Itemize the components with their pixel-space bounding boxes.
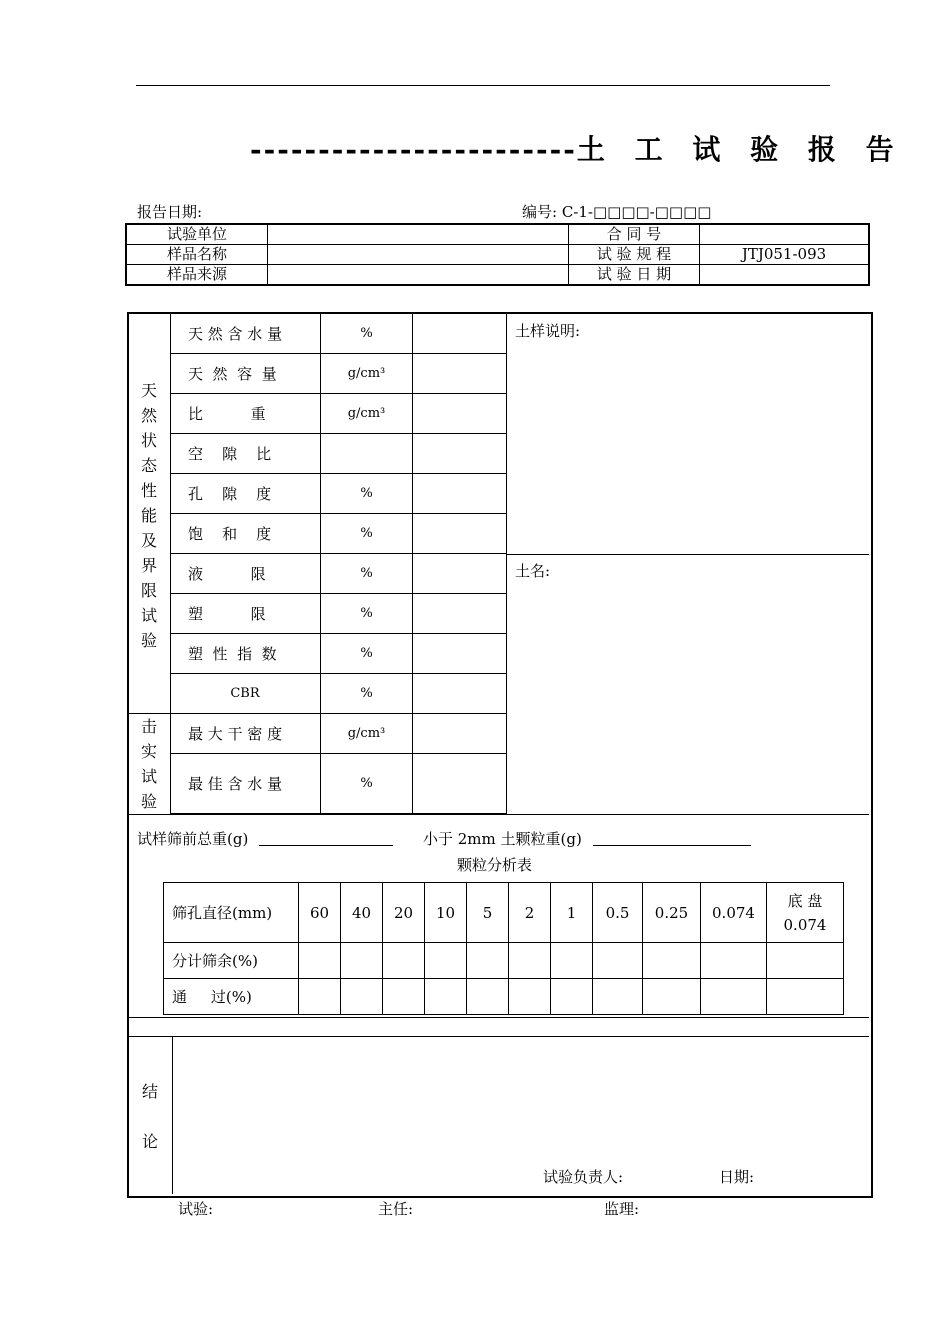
property-name: 天 然 容 量: [170, 354, 321, 393]
contract-label: 合 同 号: [569, 224, 700, 245]
less-2mm-blank[interactable]: [593, 845, 751, 846]
sieve-value-cell[interactable]: [299, 979, 341, 1015]
test-unit-value[interactable]: [268, 224, 569, 245]
property-unit: %: [321, 474, 413, 513]
property-value[interactable]: [413, 714, 506, 753]
property-value[interactable]: [413, 314, 506, 353]
property-value[interactable]: [413, 634, 506, 673]
property-name: 塑 性 指 数: [170, 634, 321, 673]
sieve-table: [163, 882, 844, 1015]
property-value[interactable]: [413, 394, 506, 433]
test-date-value[interactable]: [700, 265, 870, 286]
sieve-size-cell: 0.25: [643, 883, 701, 943]
property-name: 最 大 干 密 度: [170, 714, 321, 753]
sieve-size-cell: 5: [467, 883, 509, 943]
property-value[interactable]: [413, 354, 506, 393]
property-name: 液 限: [170, 554, 321, 593]
property-name: 天 然 含 水 量: [170, 314, 321, 353]
property-row: [170, 474, 506, 514]
property-unit: %: [321, 674, 413, 713]
sieve-value-cell[interactable]: [425, 943, 467, 979]
property-unit: g/cm³: [321, 714, 413, 753]
property-value[interactable]: [413, 554, 506, 593]
sample-name-label: 样品名称: [126, 245, 268, 265]
sieve-value-cell[interactable]: [593, 943, 643, 979]
property-value[interactable]: [413, 474, 506, 513]
sieve-size-cell: 10: [425, 883, 467, 943]
footer-director: 主任:: [378, 1200, 414, 1218]
property-unit: %: [321, 594, 413, 633]
property-row: [170, 714, 506, 754]
sieve-value-cell[interactable]: [551, 979, 593, 1015]
property-row: [170, 554, 506, 594]
property-name: 孔 隙 度: [170, 474, 321, 513]
conclusion-label-2: 论: [142, 1132, 159, 1151]
property-value[interactable]: [413, 434, 506, 473]
property-name: 饱 和 度: [170, 514, 321, 553]
sieve-value-cell[interactable]: [509, 979, 551, 1015]
sieve-total-blank[interactable]: [259, 845, 393, 846]
sieve-value-cell[interactable]: [767, 943, 844, 979]
sieve-value-cell[interactable]: [425, 979, 467, 1015]
property-unit: g/cm³: [321, 354, 413, 393]
grain-table-title: 颗粒分析表: [457, 856, 533, 874]
test-spec-label: 试 验 规 程: [569, 245, 700, 265]
sieve-value-cell[interactable]: [383, 943, 425, 979]
property-row: [170, 514, 506, 554]
property-value[interactable]: [413, 754, 506, 813]
property-row: [170, 354, 506, 394]
code-label: 编号: C-1-□□□□-□□□□: [522, 203, 712, 221]
property-unit: %: [321, 554, 413, 593]
responsible-label: 试验负责人:: [543, 1168, 624, 1186]
conclusion-area[interactable]: [173, 1037, 867, 1172]
main-form: [127, 312, 873, 1198]
property-name: 空 隙 比: [170, 434, 321, 473]
info-table: [125, 223, 870, 286]
sieve-size-cell: 60: [299, 883, 341, 943]
conclusion-date-label: 日期:: [719, 1168, 755, 1186]
sample-source-label: 样品来源: [126, 265, 268, 286]
passing-label: 通 过(%): [164, 979, 299, 1015]
property-unit: [321, 434, 413, 473]
property-row: [170, 674, 506, 714]
sieve-value-cell[interactable]: [383, 979, 425, 1015]
sieve-value-cell[interactable]: [341, 943, 383, 979]
property-row: [170, 634, 506, 674]
sieve-pan-cell: 底 盘 0.074: [767, 883, 844, 943]
sieve-value-cell[interactable]: [701, 943, 767, 979]
property-row: [170, 434, 506, 474]
sieve-size-cell: 0.5: [593, 883, 643, 943]
property-unit: %: [321, 314, 413, 353]
sieve-size-cell: 2: [509, 883, 551, 943]
sieve-value-cell[interactable]: [643, 943, 701, 979]
property-unit: %: [321, 754, 413, 813]
conclusion-label-1: 结: [142, 1082, 159, 1101]
title-text: 土 工 试 验 报 告: [576, 133, 904, 166]
report-date-label: 报告日期:: [137, 203, 203, 221]
top-rule: [136, 85, 830, 86]
sieve-value-cell[interactable]: [643, 979, 701, 1015]
footer-supervisor: 监理:: [604, 1200, 640, 1218]
footer-tester: 试验:: [178, 1200, 214, 1218]
sieve-size-cell: 1: [551, 883, 593, 943]
sieve-value-cell[interactable]: [767, 979, 844, 1015]
sieve-value-cell[interactable]: [551, 943, 593, 979]
sieve-total-label: 试样筛前总重(g): [137, 828, 393, 849]
test-unit-label: 试验单位: [126, 224, 268, 245]
sieve-value-cell[interactable]: [593, 979, 643, 1015]
property-unit: g/cm³: [321, 394, 413, 433]
test-date-label: 试 验 日 期: [569, 265, 700, 286]
test-spec-value: JTJ051-093: [700, 245, 870, 265]
compaction-group-label: 击 实 试 验: [140, 717, 157, 811]
property-value[interactable]: [413, 674, 506, 713]
sieve-value-cell[interactable]: [509, 943, 551, 979]
sieve-size-cell: 20: [383, 883, 425, 943]
property-row: [170, 594, 506, 634]
property-unit: %: [321, 634, 413, 673]
soil-desc-label: 土样说明:: [515, 322, 581, 340]
sieve-value-cell[interactable]: [467, 979, 509, 1015]
sieve-value-cell[interactable]: [299, 943, 341, 979]
retained-label: 分计筛余(%): [164, 943, 299, 979]
property-row: [170, 754, 506, 814]
sieve-value-cell[interactable]: [701, 979, 767, 1015]
natural-group-label: 天 然 状 态 性 能 及 界 限 试 验: [140, 381, 157, 650]
sample-name-value[interactable]: [268, 245, 569, 265]
property-value[interactable]: [413, 594, 506, 633]
sieve-size-header: 筛孔直径(mm): [164, 883, 299, 943]
sieve-value-cell[interactable]: [467, 943, 509, 979]
sample-source-value[interactable]: [268, 265, 569, 286]
property-row: [170, 394, 506, 434]
title-dashes: ------------------------: [250, 133, 577, 166]
contract-value[interactable]: [700, 224, 870, 245]
property-unit: %: [321, 514, 413, 553]
soil-name-label: 土名:: [515, 562, 551, 580]
property-row: [170, 314, 506, 354]
property-name: CBR: [170, 674, 321, 713]
property-name: 最 佳 含 水 量: [170, 754, 321, 813]
property-name: 比 重: [170, 394, 321, 433]
less-2mm-label: 小于 2mm 土颗粒重(g): [423, 828, 751, 849]
sieve-value-cell[interactable]: [341, 979, 383, 1015]
sieve-size-cell: 40: [341, 883, 383, 943]
property-value[interactable]: [413, 514, 506, 553]
sieve-size-cell: 0.074: [701, 883, 767, 943]
property-name: 塑 限: [170, 594, 321, 633]
page-title: [250, 128, 904, 168]
